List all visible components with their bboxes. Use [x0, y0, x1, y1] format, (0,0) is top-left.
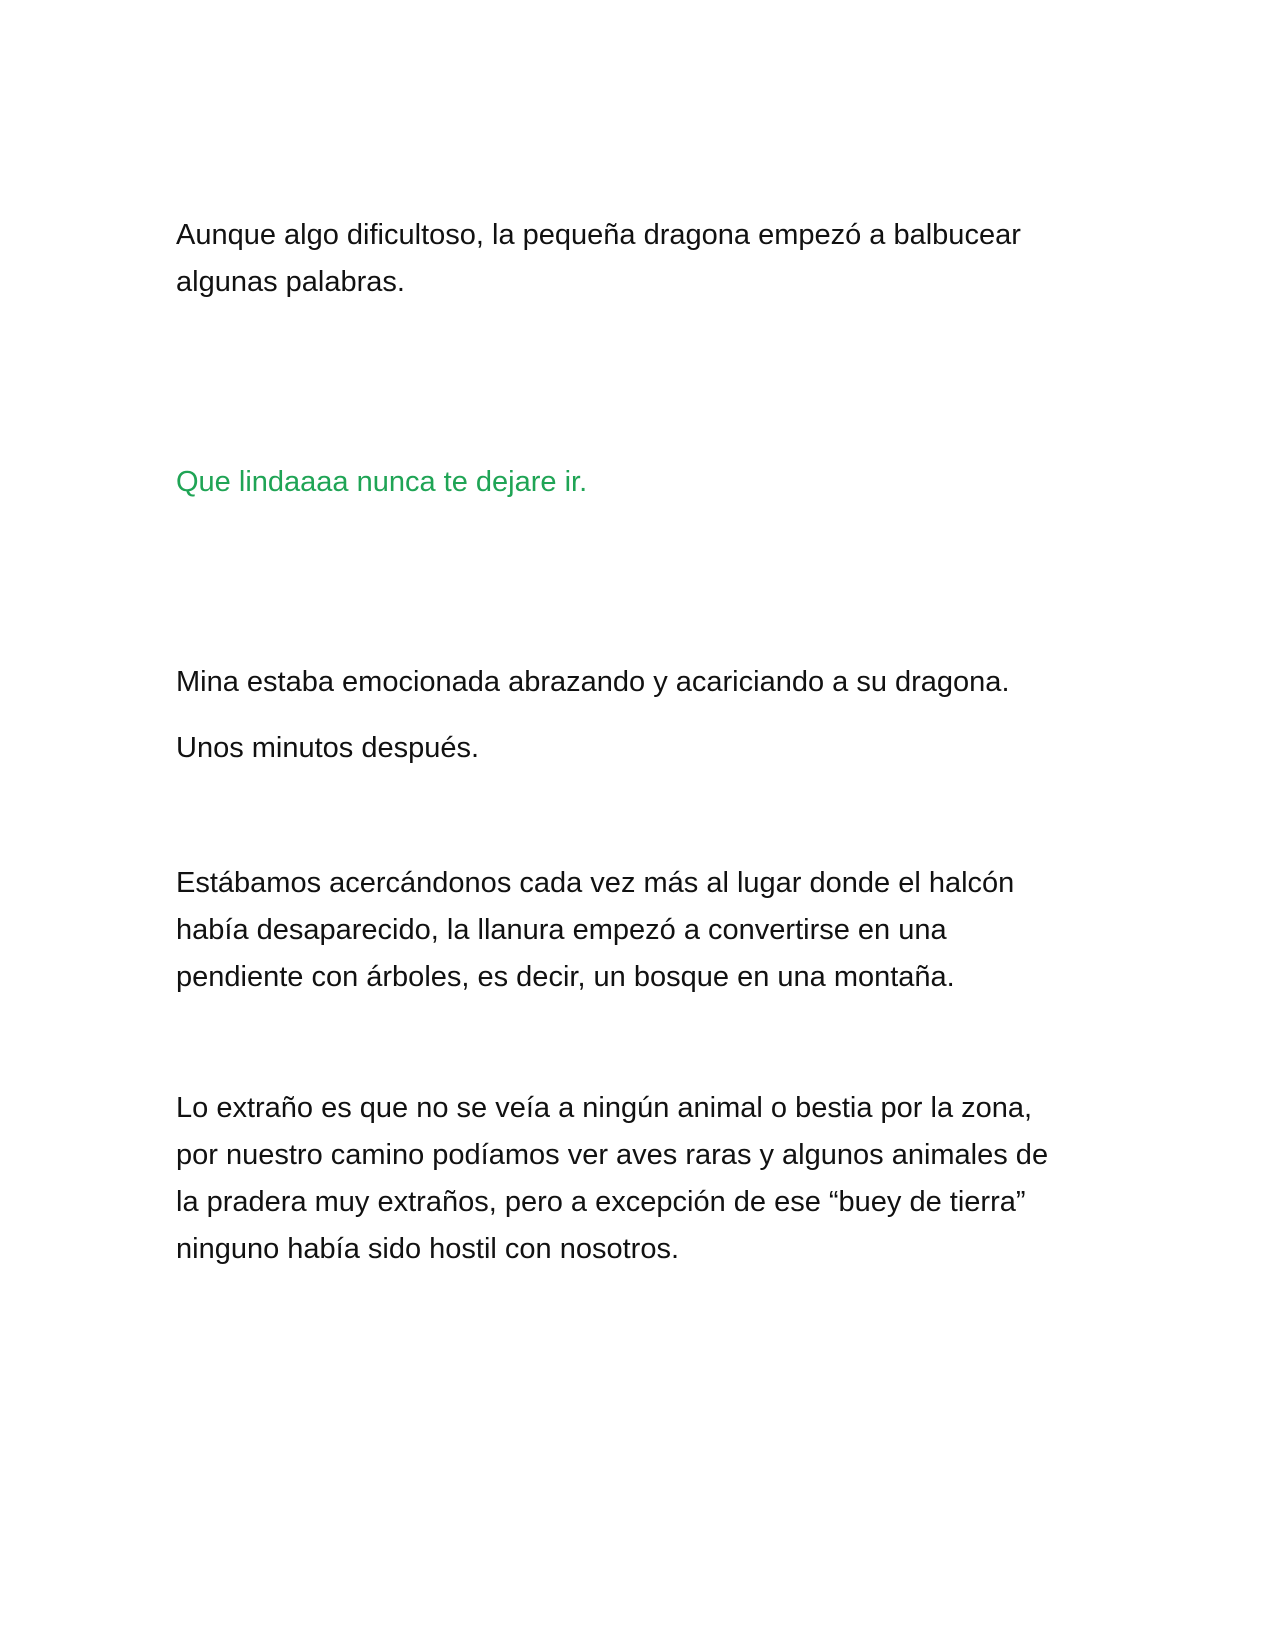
text-line: Estábamos acercándonos cada vez más al lugar donde el halcón — [176, 867, 1015, 899]
text-line: Lo extraño es que no se veía a ningún animal o bestia por la zona, — [176, 1092, 1033, 1124]
paragraph-minutes-later — [176, 725, 1096, 772]
text-line: algunas palabras. — [176, 266, 405, 298]
text-line: Que lindaaaa nunca te dejare ir. — [176, 466, 588, 498]
dialogue-line — [176, 459, 1096, 506]
text-line: había desaparecido, la llanura empezó a convertirse en una — [176, 914, 947, 946]
text-line: la pradera muy extraños, pero a excepción de ese “buey de tierra” — [176, 1186, 1026, 1218]
paragraph-dragon-babbling — [176, 212, 1096, 306]
text-line: Aunque algo dificultoso, la pequeña dragona empezó a balbucear — [176, 219, 1021, 251]
text-line: Unos minutos después. — [176, 732, 480, 764]
text-line: por nuestro camino podíamos ver aves raras y algunos animales de — [176, 1139, 1049, 1171]
paragraph-strange-absence — [176, 1085, 1096, 1273]
paragraph-mina-hugging — [176, 659, 1096, 706]
paragraph-approaching-forest — [176, 860, 1096, 1001]
text-line: pendiente con árboles, es decir, un bosque en una montaña. — [176, 961, 955, 993]
text-line: Mina estaba emocionada abrazando y acariciando a su dragona. — [176, 666, 1010, 698]
text-line: ninguno había sido hostil con nosotros. — [176, 1233, 680, 1265]
